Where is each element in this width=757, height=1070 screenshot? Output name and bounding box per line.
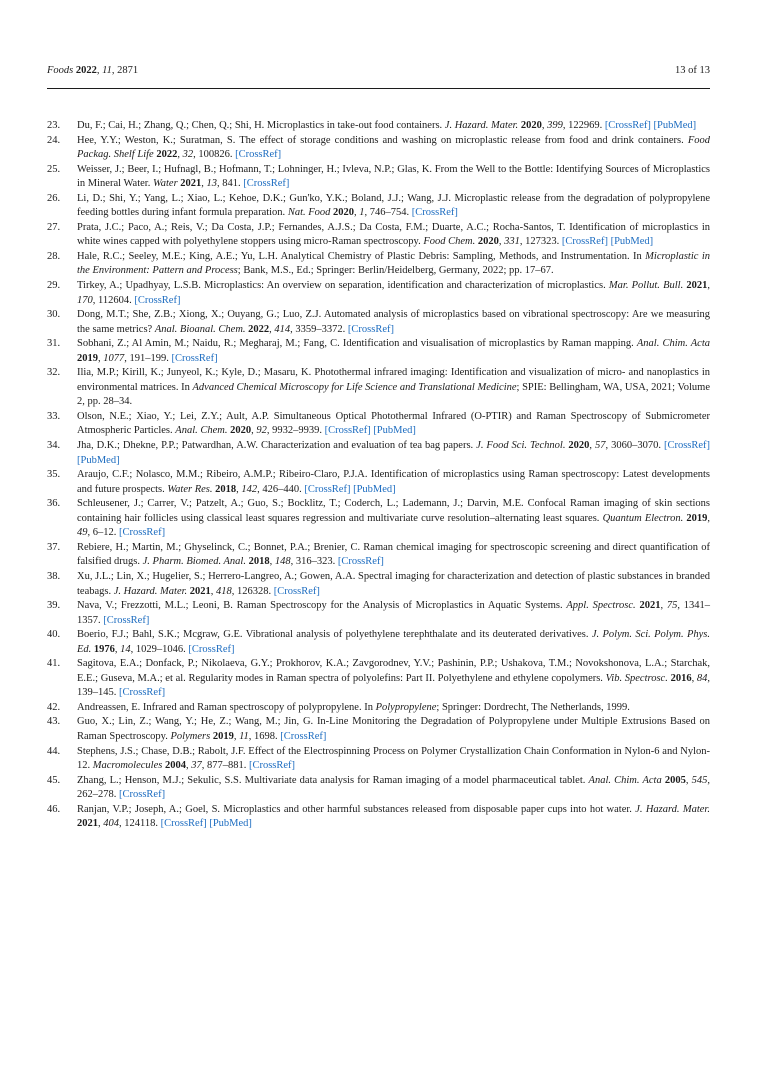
crossref-link[interactable]: [CrossRef] xyxy=(663,440,711,452)
reference-text xyxy=(77,629,710,655)
text-segment: , xyxy=(236,483,242,495)
text-segment: 331 xyxy=(504,236,520,248)
reference-text xyxy=(77,804,710,830)
text-segment: , 3060–3070. xyxy=(605,440,664,452)
reference-text xyxy=(77,469,710,495)
reference-text xyxy=(77,542,710,568)
crossref-link[interactable]: [CrossRef] xyxy=(604,120,651,131)
text-segment: Quantum Electron. xyxy=(602,512,684,524)
reference-item xyxy=(47,599,710,628)
text-segment: 75 xyxy=(666,600,678,612)
text-segment: 418 xyxy=(216,585,232,597)
reference-text xyxy=(77,193,710,219)
reference-text xyxy=(77,571,710,597)
text-segment: , 1029–1046. xyxy=(130,643,189,655)
reference-number: 33. xyxy=(47,410,61,422)
running-header xyxy=(47,64,710,77)
text-segment: 49 xyxy=(77,527,88,539)
text-segment: 399 xyxy=(547,120,563,131)
text-segment: Guo, X.; Lin, Z.; Wang, Y.; He, Z.; Wang, M.; Jin, G. In-Line Monitoring the Degradation of Polypropylene under Multiple Extrusions Based on Raman Spectroscopy. xyxy=(77,716,710,742)
text-segment: , xyxy=(177,149,183,161)
reference-text xyxy=(77,600,710,626)
text-segment: 2021 xyxy=(180,178,202,190)
reference-item xyxy=(47,366,710,410)
text-segment: 2022 xyxy=(75,65,97,76)
reference-number: 29. xyxy=(47,280,61,292)
page-number: 13 of 13 xyxy=(675,65,710,76)
reference-item xyxy=(47,410,710,439)
reference-item xyxy=(47,715,710,744)
journal-citation xyxy=(47,64,138,77)
text-segment: 1976 xyxy=(93,643,115,655)
reference-text xyxy=(77,280,710,306)
pubmed-link[interactable]: [PubMed] xyxy=(373,425,416,437)
text-segment: , 1341–1357. xyxy=(77,600,710,626)
crossref-link[interactable]: [CrossRef] xyxy=(248,760,296,772)
references-list xyxy=(47,119,710,832)
text-segment: Araujo, C.F.; Nolasco, M.M.; Ribeiro, A.M.P.; Ribeiro-Claro, P.J.A. Identification of microplastics using Raman spectroscopy: Latest developments and future prospects. xyxy=(77,469,710,495)
text-segment: 2019 xyxy=(212,730,234,742)
crossref-link[interactable]: [CrossRef] xyxy=(119,789,166,801)
text-segment: 2020 xyxy=(333,207,355,219)
text-segment: 2021 xyxy=(77,818,98,830)
text-segment: , 139–145. xyxy=(77,672,711,699)
text-segment: 2020 xyxy=(568,440,590,452)
text-segment: Nat. Food xyxy=(287,207,331,219)
text-segment: , xyxy=(541,120,548,131)
reference-item xyxy=(47,657,710,701)
text-segment: 57 xyxy=(595,440,606,452)
text-segment: J. Hazard. Mater. xyxy=(635,803,710,815)
text-segment: , 112604. xyxy=(92,294,135,306)
reference-number: 27. xyxy=(47,221,61,233)
crossref-link[interactable]: [CrossRef] xyxy=(324,425,371,437)
text-segment: 14 xyxy=(120,643,131,655)
text-segment: 2020 xyxy=(520,120,542,131)
text-segment: 404 xyxy=(103,818,119,830)
reference-text xyxy=(77,135,710,161)
text-segment: Zhang, L.; Henson, M.J.; Sekulic, S.S. Multivariate data analysis for Raman imaging of a model pharmaceutical tablet. xyxy=(77,774,589,786)
reference-item xyxy=(47,701,710,716)
reference-item xyxy=(47,134,710,163)
reference-number: 37. xyxy=(47,541,61,553)
text-segment: , xyxy=(185,760,192,772)
text-segment: , 746–754. xyxy=(364,207,412,219)
text-segment: 545 xyxy=(691,774,708,786)
text-segment: 2020 xyxy=(230,425,252,437)
crossref-link[interactable]: [CrossRef] xyxy=(119,687,166,699)
text-segment: , 122969. xyxy=(562,120,605,131)
text-segment: , xyxy=(707,280,710,292)
reference-item xyxy=(47,221,710,250)
text-segment: , 6–12. xyxy=(87,527,119,539)
text-segment: Rebiere, H.; Martin, M.; Ghyselinck, C.; Bonnet, P.A.; Brenier, C. Raman chemical imaging for spectroscopic screening and direct quantification of falsified drugs. xyxy=(77,541,710,568)
text-segment: 148 xyxy=(274,556,291,568)
pubmed-link[interactable]: [PubMed] xyxy=(653,120,697,131)
text-segment: , 3359–3372. xyxy=(290,323,348,335)
reference-number: 42. xyxy=(47,701,61,713)
crossref-link[interactable]: [CrossRef] xyxy=(280,730,327,742)
text-segment: , 426–440. xyxy=(257,483,305,495)
reference-item xyxy=(47,163,710,192)
reference-number: 43. xyxy=(47,716,61,728)
reference-number: 28. xyxy=(47,250,61,262)
text-segment: Anal. Chem. xyxy=(175,425,228,437)
text-segment: J. Food Sci. Technol. xyxy=(476,440,566,452)
reference-number: 44. xyxy=(47,745,61,757)
reference-text xyxy=(77,746,710,772)
text-segment: 2019 xyxy=(77,352,98,364)
reference-item xyxy=(47,774,710,803)
text-segment: 2021 xyxy=(686,280,708,292)
text-segment: 2019 xyxy=(686,512,708,524)
text-segment: Dong, M.T.; She, Z.B.; Xiong, X.; Ouyang, G.; Luo, Z.J. Automated analysis of microplastics based on vibrational spectroscopy: Are we measuring the same metrics? xyxy=(77,309,710,335)
reference-item xyxy=(47,308,710,337)
text-segment: Vib. Spectrosc. xyxy=(605,672,668,684)
crossref-link[interactable]: [CrossRef] xyxy=(103,614,150,626)
text-segment: 170 xyxy=(77,294,93,306)
text-segment: , xyxy=(354,207,360,219)
text-segment: Andreassen, E. Infrared and Raman spectroscopy of polypropylene. In xyxy=(77,701,376,713)
reference-item xyxy=(47,745,710,774)
crossref-link[interactable]: [CrossRef] xyxy=(411,207,458,219)
text-segment: 2020 xyxy=(477,236,499,248)
reference-text xyxy=(77,498,710,538)
text-segment: ; Springer: Dordrecht, The Netherlands, 1999. xyxy=(436,701,630,713)
text-segment: J. Hazard. Mater. xyxy=(113,585,188,597)
reference-number: 31. xyxy=(47,338,61,350)
text-segment: Appl. Spectrosc. xyxy=(566,600,636,612)
text-segment: 2016 xyxy=(670,672,692,684)
crossref-link[interactable]: [CrossRef] xyxy=(160,818,207,830)
text-segment: 2018 xyxy=(248,556,270,568)
crossref-link[interactable]: [CrossRef] xyxy=(134,294,181,306)
text-segment: 414 xyxy=(274,323,291,335)
text-segment: , 262–278. xyxy=(77,774,711,801)
text-segment: , xyxy=(98,352,104,364)
text-segment: 11 xyxy=(239,730,249,742)
reference-item xyxy=(47,119,710,134)
text-segment: 32 xyxy=(182,149,194,161)
reference-text xyxy=(77,658,710,698)
reference-number: 39. xyxy=(47,600,61,612)
reference-item xyxy=(47,439,710,468)
reference-item xyxy=(47,192,710,221)
reference-number: 41. xyxy=(47,658,61,670)
text-segment: Ilia, M.P.; Kirill, K.; Junyeol, K.; Kyle, D.; Masaru, K. Photothermal infrared imaging: Identification and visualization of micro- and nanoplastics in environmental matrices. In xyxy=(77,367,710,393)
text-segment: Boerio, F.J.; Bahl, S.K.; Mcgraw, G.E. Vibrational analysis of polyethylene terephthalate and its deuterated derivatives. xyxy=(77,629,592,641)
crossref-link[interactable]: [CrossRef] xyxy=(119,527,166,539)
reference-text xyxy=(77,702,630,713)
reference-text xyxy=(77,251,710,277)
text-segment: Anal. Chim. Acta xyxy=(588,774,662,786)
text-segment: , xyxy=(201,178,207,190)
text-segment: 2004 xyxy=(164,760,186,772)
text-segment: , xyxy=(96,65,103,76)
reference-item xyxy=(47,628,710,657)
text-segment: 92 xyxy=(256,425,267,437)
crossref-link[interactable]: [CrossRef] xyxy=(171,352,218,364)
text-segment: Schleusener, J.; Carrer, V.; Patzelt, A.; Guo, S.; Bocklitz, T.; Coderch, L.; Lademann, J.; Darvin, M.E. Confocal Raman imaging of skin sections containing hair follicles using classical least squares regression and multivariate curve resolution–alternating least squares. xyxy=(77,498,710,524)
text-segment: Stephens, J.S.; Chase, D.B.; Rabolt, J.F. Effect of the Electrospinning Process on Polymer Crystallization Chain Conformation in Nylon-6 and Nylon-12. xyxy=(77,745,710,772)
text-segment: , xyxy=(498,236,505,248)
text-segment: Water Res. xyxy=(167,483,213,495)
text-segment: , 126328. xyxy=(231,585,274,597)
text-segment: Sagitova, E.A.; Donfack, P.; Nikolaeva, G.Y.; Prokhorov, K.A.; Zavgorodnev, Y.V.; Pashinin, P.P.; Ushakova, T.M.; Novokshonova, L.A.; Starchak, E.E.; Guseva, M.A.; et al. Regularity modes in Raman spectra of polyolefins: Part II. Polyethylene and ethylene copolymers. xyxy=(77,658,710,684)
text-segment: , xyxy=(251,425,257,437)
reference-number: 46. xyxy=(47,803,61,815)
text-segment: J. Hazard. Mater. xyxy=(444,120,519,131)
text-segment: Mar. Pollut. Bull. xyxy=(608,280,684,292)
crossref-link[interactable]: [CrossRef] xyxy=(561,236,608,248)
reference-item xyxy=(47,279,710,308)
reference-number: 30. xyxy=(47,309,61,321)
header-rule xyxy=(47,88,710,89)
crossref-link[interactable]: [CrossRef] xyxy=(235,149,282,161)
reference-text xyxy=(77,411,710,437)
reference-number: 24. xyxy=(47,134,61,146)
text-segment: , xyxy=(660,600,667,612)
text-segment: , 124118. xyxy=(119,818,161,830)
pubmed-link[interactable]: [PubMed] xyxy=(209,818,252,830)
reference-text xyxy=(77,775,710,801)
text-segment: J. Polym. Sci. Polym. Phys. Ed. xyxy=(77,629,710,655)
text-segment: , 100826. xyxy=(193,149,236,161)
text-segment: Water xyxy=(152,178,178,190)
text-segment: 2005 xyxy=(664,774,686,786)
text-segment: J. Pharm. Biomed. Anal. xyxy=(142,556,246,568)
text-segment: , xyxy=(691,672,697,684)
text-segment: , xyxy=(707,512,710,524)
text-segment: Du, F.; Cai, H.; Zhang, Q.; Chen, Q.; Shi, H. Microplastics in take-out food containers. xyxy=(77,120,445,131)
text-segment: 1 xyxy=(359,207,365,219)
text-segment: , xyxy=(685,774,692,786)
reference-number: 23. xyxy=(47,120,61,131)
reference-text xyxy=(77,338,710,364)
text-segment: , 191–199. xyxy=(124,352,172,364)
reference-item xyxy=(47,497,710,541)
text-segment: 142 xyxy=(241,483,258,495)
text-segment: , xyxy=(98,818,104,830)
text-segment: , xyxy=(589,440,596,452)
pubmed-link[interactable]: [PubMed] xyxy=(77,454,120,466)
text-segment: Ranjan, V.P.; Joseph, A.; Goel, S. Microplastics and other harmful substances released from disposable paper cups into hot water. xyxy=(77,803,636,815)
text-segment: ; Bank, M.S., Ed.; Springer: Berlin/Heidelberg, Germany, 2022; pp. 17–67. xyxy=(237,265,554,277)
crossref-link[interactable]: [CrossRef] xyxy=(273,585,320,597)
text-segment: ; SPIE: Bellingham, WA, USA, 2021; Volume 2, pp. 28–34. xyxy=(77,381,710,408)
text-segment: , xyxy=(233,730,240,742)
text-segment: Hale, R.C.; Seeley, M.E.; King, A.E.; Yu, L.H. Analytical Chemistry of Plastic Debris: Sampling, Methods, and Instrumentation. In xyxy=(77,250,646,262)
text-segment: Microplastic in the Environment: Pattern and Process xyxy=(77,250,711,277)
text-segment: Polymers xyxy=(170,730,211,742)
crossref-link[interactable]: [CrossRef] xyxy=(188,643,235,655)
reference-text xyxy=(77,164,710,190)
text-segment: Li, D.; Shi, Y.; Yang, L.; Xiao, L.; Kehoe, D.K.; Gun'ko, Y.K.; Boland, J.J.; Wang, J.J. Microplastic release from the degradation of polypropylene feeding bottles during infant formula preparation. xyxy=(77,192,710,219)
reference-number: 45. xyxy=(47,774,61,786)
text-segment: 37 xyxy=(191,760,202,772)
reference-item xyxy=(47,250,710,279)
reference-item xyxy=(47,541,710,570)
reference-text xyxy=(77,440,710,466)
text-segment: Polypropylene xyxy=(375,701,437,713)
reference-number: 38. xyxy=(47,570,61,582)
text-segment: , 127323. xyxy=(519,236,562,248)
text-segment: Food Packag. Shelf Life xyxy=(77,134,710,161)
pubmed-link[interactable]: [PubMed] xyxy=(353,483,396,495)
text-segment: , 2871 xyxy=(111,65,139,76)
text-segment: , xyxy=(114,643,121,655)
text-segment: Anal. Bioanal. Chem. xyxy=(154,323,246,335)
text-segment: Nava, V.; Frezzotti, M.L.; Leoni, B. Raman Spectroscopy for the Analysis of Microplastics in Aquatic Systems. xyxy=(77,600,567,612)
text-segment: Hee, Y.Y.; Weston, K.; Suratman, S. The effect of storage conditions and washing on microplastic release from food and drink containers. xyxy=(77,134,688,146)
text-segment: Olson, N.E.; Xiao, Y.; Lei, Z.Y.; Ault, A.P. Simultaneous Optical Photothermal Infrared (O-PTIR) and Raman Spectroscopy of Submicrometer Atmospheric Particles. xyxy=(77,410,710,437)
reference-number: 32. xyxy=(47,367,61,379)
text-segment: , 1698. xyxy=(248,730,281,742)
crossref-link[interactable]: [CrossRef] xyxy=(347,323,394,335)
text-segment: 13 xyxy=(206,178,218,190)
reference-item xyxy=(47,337,710,366)
reference-item xyxy=(47,570,710,599)
text-segment: Macromolecules xyxy=(92,760,163,772)
text-segment: Prata, J.C.; Paco, A.; Reis, V.; Da Costa, J.P.; Fernandes, A.J.S.; Da Costa, F.M.; Duarte, A.C.; Rocha-Santos, T. Identification of microplastics in white wines capped with polyethylene stoppers using micro-Raman spectroscopy. xyxy=(77,221,710,248)
text-segment: Advanced Chemical Microscopy for Life Science and Translational Medicine xyxy=(192,381,517,393)
reference-text xyxy=(77,309,710,335)
text-segment: , xyxy=(269,556,275,568)
text-segment: Xu, J.L.; Lin, X.; Hugelier, S.; Herrero-Langreo, A.; Gowen, A.A. Spectral imaging for characterization and detection of plastic substances in branded teabags. xyxy=(77,570,710,597)
text-segment: Anal. Chim. Acta xyxy=(636,338,710,350)
pubmed-link[interactable]: [PubMed] xyxy=(610,236,654,248)
crossref-link[interactable]: [CrossRef] xyxy=(337,556,384,568)
text-segment: , 316–323. xyxy=(290,556,338,568)
text-segment: Weisser, J.; Beer, I.; Hufnagl, B.; Hofmann, T.; Lohninger, H.; Ivleva, N.P.; Glas, K. From the Well to the Bottle: Identifying Sources of Microplastics in Mineral Water. xyxy=(77,163,710,190)
text-segment: 84 xyxy=(696,672,708,684)
reference-number: 25. xyxy=(47,163,61,175)
reference-number: 34. xyxy=(47,440,61,452)
text-segment: 11 xyxy=(102,65,112,76)
reference-text xyxy=(77,716,710,742)
reference-number: 35. xyxy=(47,469,61,481)
reference-text xyxy=(77,120,696,131)
crossref-link[interactable]: [CrossRef] xyxy=(243,178,290,190)
reference-text xyxy=(77,222,710,248)
text-segment: 2018 xyxy=(215,483,237,495)
text-segment: Food Chem. xyxy=(423,236,476,248)
text-segment: Tirkey, A.; Upadhyay, L.S.B. Microplastics: An overview on separation, identification and characterization of microplastics. xyxy=(77,280,609,292)
text-segment: , 877–881. xyxy=(201,760,249,772)
text-segment: 2021 xyxy=(189,585,211,597)
reference-item xyxy=(47,803,710,832)
text-segment: , xyxy=(210,585,217,597)
text-segment: 1077 xyxy=(103,352,125,364)
text-segment: , xyxy=(269,323,275,335)
text-segment: 2021 xyxy=(639,600,661,612)
reference-number: 40. xyxy=(47,629,61,641)
reference-number: 26. xyxy=(47,192,61,204)
reference-text xyxy=(77,367,710,407)
text-segment: Foods xyxy=(47,65,74,76)
reference-number: 36. xyxy=(47,498,61,510)
text-segment: Jha, D.K.; Dhekne, P.P.; Patwardhan, A.W. Characterization and evaluation of tea bag papers. xyxy=(77,440,477,452)
text-segment: Sobhani, Z.; Al Amin, M.; Naidu, R.; Megharaj, M.; Fang, C. Identification and visualisation of microplastics by Raman mapping. xyxy=(77,338,637,350)
reference-item xyxy=(47,468,710,497)
text-segment: 2022 xyxy=(156,149,178,161)
text-segment: 2022 xyxy=(248,323,270,335)
text-segment: , 9932–9939. xyxy=(266,425,325,437)
crossref-link[interactable]: [CrossRef] xyxy=(304,483,351,495)
text-segment: , 841. xyxy=(217,178,244,190)
